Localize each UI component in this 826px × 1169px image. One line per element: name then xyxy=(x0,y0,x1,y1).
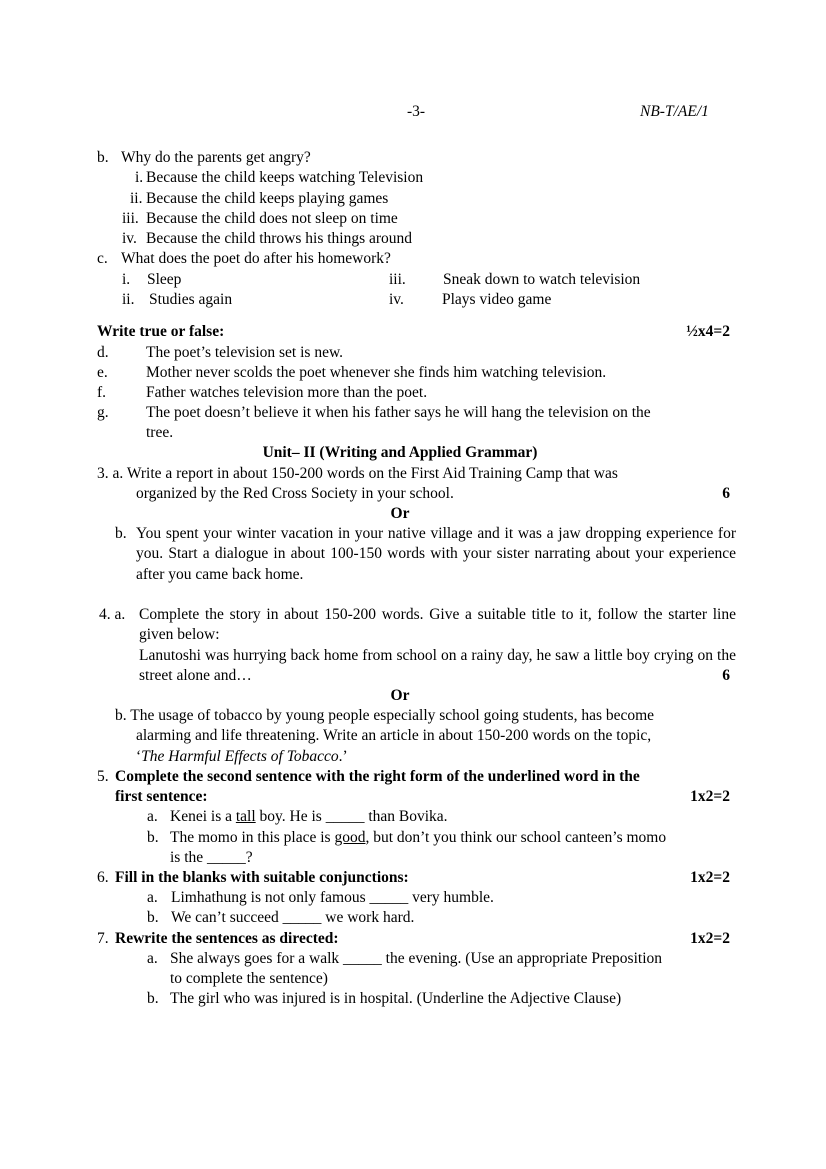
item-label: e. xyxy=(97,364,108,381)
option-number: i. xyxy=(135,169,144,186)
option-text: Because the child keeps watching Television xyxy=(146,169,424,186)
option-number: iv. xyxy=(389,291,404,308)
item-label: f. xyxy=(97,384,107,401)
starter-line: Lanutoshi was hurrying back home from school on a rainy day, he saw a little boy crying on the street alone and… xyxy=(139,647,736,685)
question-heading: Rewrite the sentences as directed: xyxy=(115,930,339,947)
item-label: a. xyxy=(147,808,158,825)
option-number: iii. xyxy=(389,271,406,288)
item-label: b. xyxy=(147,909,159,926)
question-text: Complete the story in about 150-200 words. Give a suitable title to it, follow the starter line given below: xyxy=(139,606,736,644)
item-label: d. xyxy=(97,344,109,361)
question-text: b. The usage of tobacco by young people especially school going students, has become xyxy=(115,707,655,724)
question-label: b. xyxy=(115,525,127,542)
question-text: You spent your winter vacation in your native village and it was a jaw dropping experience for you. Start a dialogue in about 100-150 words with your sister narrating about your experience after you came back home. xyxy=(136,525,736,583)
marks: 1x2=2 xyxy=(690,788,730,805)
item-text: The poet doesn’t believe it when his father says he will hang the television on the xyxy=(146,404,651,421)
unit-heading: Unit– II (Writing and Applied Grammar) xyxy=(262,444,538,461)
marks: ½x4=2 xyxy=(686,323,730,340)
item-text: Kenei is a tall boy. He is _____ than Bovika. xyxy=(170,808,448,825)
item-label: a. xyxy=(147,889,158,906)
item-text: We can’t succeed _____ we work hard. xyxy=(171,909,415,926)
paper-code: NB-T/AE/1 xyxy=(640,103,709,120)
question-text: alarming and life threatening. Write an article in about 150-200 words on the topic, xyxy=(136,727,652,744)
marks: 6 xyxy=(722,667,730,684)
item-text: Father watches television more than the poet. xyxy=(146,384,428,401)
item-text-continued: to complete the sentence) xyxy=(170,970,328,987)
question-text: What does the poet do after his homework? xyxy=(121,250,391,267)
option-text: Studies again xyxy=(149,291,233,308)
section-heading: Write true or false: xyxy=(97,323,225,340)
question-number: 5. xyxy=(97,768,109,785)
item-text-continued: is the _____? xyxy=(170,849,253,866)
item-text: The poet’s television set is new. xyxy=(146,344,344,361)
question-text: organized by the Red Cross Society in your school. xyxy=(136,485,454,502)
marks: 1x2=2 xyxy=(690,930,730,947)
item-label: a. xyxy=(147,950,158,967)
item-text-continued: tree. xyxy=(146,424,174,441)
option-number: iii. xyxy=(122,210,139,227)
question-label: c. xyxy=(97,250,108,267)
question-heading: first sentence: xyxy=(115,788,208,805)
option-text: Because the child does not sleep on time xyxy=(146,210,398,227)
question-number: 6. xyxy=(97,869,109,886)
option-text: Because the child throws his things around xyxy=(146,230,413,247)
marks: 1x2=2 xyxy=(690,869,730,886)
question-heading: Fill in the blanks with suitable conjunctions: xyxy=(115,869,409,886)
page-number: -3- xyxy=(407,103,426,120)
item-text: The momo in this place is good, but don’t you think our school canteen’s momo xyxy=(170,829,667,846)
question-number: 7. xyxy=(97,930,109,947)
question-text: Why do the parents get angry? xyxy=(121,149,311,166)
option-number: ii. xyxy=(130,190,143,207)
item-text: Mother never scolds the poet whenever she finds him watching television. xyxy=(146,364,607,381)
question-label: b. xyxy=(97,149,109,166)
option-text: Plays video game xyxy=(442,291,552,308)
item-text: Limhathung is not only famous _____ very humble. xyxy=(171,889,494,906)
or-separator: Or xyxy=(390,505,410,522)
article-topic: ‘The Harmful Effects of Tobacco.’ xyxy=(136,748,348,765)
item-label: b. xyxy=(147,829,159,846)
option-text: Sleep xyxy=(147,271,182,288)
item-text: She always goes for a walk _____ the evening. (Use an appropriate Preposition xyxy=(170,950,662,967)
question-label: 4. a. xyxy=(99,606,126,623)
item-label: b. xyxy=(147,990,159,1007)
option-number: ii. xyxy=(122,291,135,308)
item-text: The girl who was injured is in hospital. (Underline the Adjective Clause) xyxy=(170,990,622,1007)
question-text: 3. a. Write a report in about 150-200 words on the First Aid Training Camp that was xyxy=(97,465,618,482)
option-number: i. xyxy=(122,271,131,288)
option-number: iv. xyxy=(122,230,137,247)
or-separator: Or xyxy=(390,687,410,704)
item-label: g. xyxy=(97,404,109,421)
marks: 6 xyxy=(722,485,730,502)
option-text: Sneak down to watch television xyxy=(443,271,641,288)
question-heading: Complete the second sentence with the right form of the underlined word in the xyxy=(115,768,640,785)
option-text: Because the child keeps playing games xyxy=(146,190,389,207)
